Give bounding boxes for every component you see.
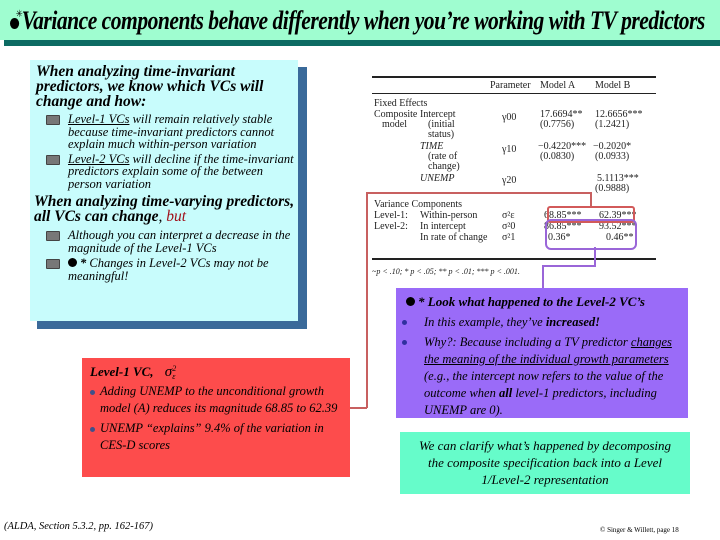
col-header-model-b: Model B — [595, 80, 631, 91]
level-label: Level-2: — [374, 221, 408, 232]
model-a-se: (0.7756) — [540, 119, 575, 130]
param-symbol: σ²0 — [502, 221, 516, 232]
row-name: UNEMP — [420, 173, 455, 184]
model-label: model — [382, 119, 407, 130]
bullet-icon — [46, 155, 60, 165]
model-b-value: −0.2020* — [593, 141, 632, 152]
model-b-value: 0.46** — [606, 232, 634, 243]
model-b-se: (0.9888) — [595, 183, 630, 194]
bomb-icon — [406, 295, 416, 306]
purple-box-heading: * Look what happened to the Level-2 VC’s — [396, 288, 688, 314]
time-invariant-vs-varying-box — [30, 60, 298, 321]
fixed-effects-label: Fixed Effects — [374, 98, 428, 109]
model-a-value: 86.85*** — [544, 221, 582, 232]
citation: (ALDA, Section 5.3.2, pp. 162-167) — [4, 521, 154, 532]
purple-connector — [542, 265, 544, 289]
bomb-icon — [68, 257, 78, 267]
row-name: (initial — [428, 119, 455, 130]
col-header-model-a: Model A — [540, 80, 576, 91]
param-symbol: γ20 — [502, 175, 517, 186]
bullet-dot-icon — [402, 320, 407, 325]
row-name: Within-person — [420, 210, 478, 221]
bullet-dot-icon — [90, 390, 95, 395]
param-symbol: σ²1 — [502, 232, 516, 243]
row-name: change) — [428, 161, 460, 172]
param-symbol: γ00 — [502, 112, 517, 123]
bullet-icon — [46, 231, 60, 241]
copyright-page: © Singer & Willett, page 18 — [600, 526, 679, 534]
decomposition-note-text: We can clarify what’s happened by decomposing the composite specification back into a Level 1/Level-2 representation — [418, 438, 671, 487]
bullet-level2-vcs: Level-2 VCs will decline if the time-invariant predictors explain some of the between person variation — [30, 153, 298, 191]
level2-vc-explanation-box — [396, 288, 688, 418]
bullet-dot-icon — [402, 340, 407, 345]
table-footnote: ~p < .10; * p < .05; ** p < .01; *** p < .001. — [372, 267, 520, 276]
bullet-icon — [46, 259, 60, 269]
composite-label: Composite — [374, 109, 418, 120]
sigma-epsilon-symbol: σ 2 ε — [164, 363, 177, 381]
heading-time-invariant: When analyzing time-invariant predictors, we know which VCs will change and how: — [36, 63, 264, 110]
header-rule — [372, 93, 656, 94]
col-header-parameter: Parameter — [490, 80, 531, 91]
model-comparison-table — [372, 72, 662, 292]
table-top-rule — [372, 76, 656, 78]
row-name: (rate of — [428, 151, 458, 162]
model-a-value: 68.85*** — [544, 210, 582, 221]
bomb-icon: ✳ — [10, 15, 20, 29]
slide-title-text: Variance components behave differently when you’re working with TV predictors — [21, 6, 705, 35]
row-name: status) — [428, 129, 455, 140]
bullet-level2-warning: * Changes in Level-2 VCs may not be meaningful! — [30, 257, 298, 282]
heading-time-varying: When analyzing time-varying predictors, all VCs can change, but — [34, 193, 295, 225]
red-bullet-adding-unemp: Adding UNEMP to the unconditional growth model (A) reduces its magnitude 68.85 to 62.39 — [82, 383, 350, 417]
row-name: In rate of change — [420, 232, 488, 243]
level-label: Level-1: — [374, 210, 408, 221]
level1-vc-explanation-box — [82, 358, 350, 477]
table-bottom-rule — [372, 258, 656, 260]
red-connector — [350, 407, 367, 409]
title-underline-bar — [4, 40, 720, 46]
red-connector — [366, 192, 368, 408]
model-b-value: 93.52*** — [599, 221, 637, 232]
model-a-value: −0.4220*** — [538, 141, 587, 152]
model-b-value: 12.6656*** — [595, 109, 643, 120]
bullet-dot-icon — [90, 427, 95, 432]
red-connector — [590, 192, 592, 206]
variance-components-label: Variance Components — [374, 199, 463, 210]
model-b-value: 62.39*** — [599, 210, 637, 221]
row-name: TIME — [420, 141, 444, 152]
row-name: In intercept — [420, 221, 466, 232]
decomposition-note-box — [400, 432, 690, 494]
red-bullet-explains: UNEMP “explains” 9.4% of the variation in CES-D scores — [82, 420, 350, 454]
purple-connector — [594, 247, 596, 266]
purple-bullet-increased: In this example, they’ve increased! — [396, 314, 688, 331]
red-connector — [366, 192, 591, 194]
bullet-level1-vcs: Level-1 VCs will remain relatively stable because time-invariant predictors cannot explain much within-person variation — [30, 113, 298, 151]
model-b-se: (0.0933) — [595, 151, 630, 162]
row-name: Intercept — [420, 109, 456, 120]
model-a-value: 0.36* — [548, 232, 571, 243]
param-symbol: γ10 — [502, 144, 517, 155]
bullet-icon — [46, 115, 60, 125]
level2-highlight-box — [545, 219, 637, 250]
purple-connector — [542, 265, 596, 267]
param-symbol: σ²ε — [502, 210, 515, 221]
slide-title — [10, 6, 705, 36]
model-b-value: 5.1113*** — [597, 173, 639, 184]
model-b-se: (1.2421) — [595, 119, 630, 130]
purple-bullet-why: Why?: Because including a TV predictor changes the meaning of the individual growth parameters (e.g., the intercept now refers to the value of the outcome when all level-1 predictors, including UNEMP are 0). — [396, 334, 688, 419]
red-box-heading: Level-1 VC, σ 2 ε — [90, 363, 177, 381]
model-a-value: 17.6694** — [540, 109, 583, 120]
bullet-level1-decrease: Although you can interpret a decrease in the magnitude of the Level-1 VCs — [30, 229, 298, 254]
model-a-se: (0.0830) — [540, 151, 575, 162]
